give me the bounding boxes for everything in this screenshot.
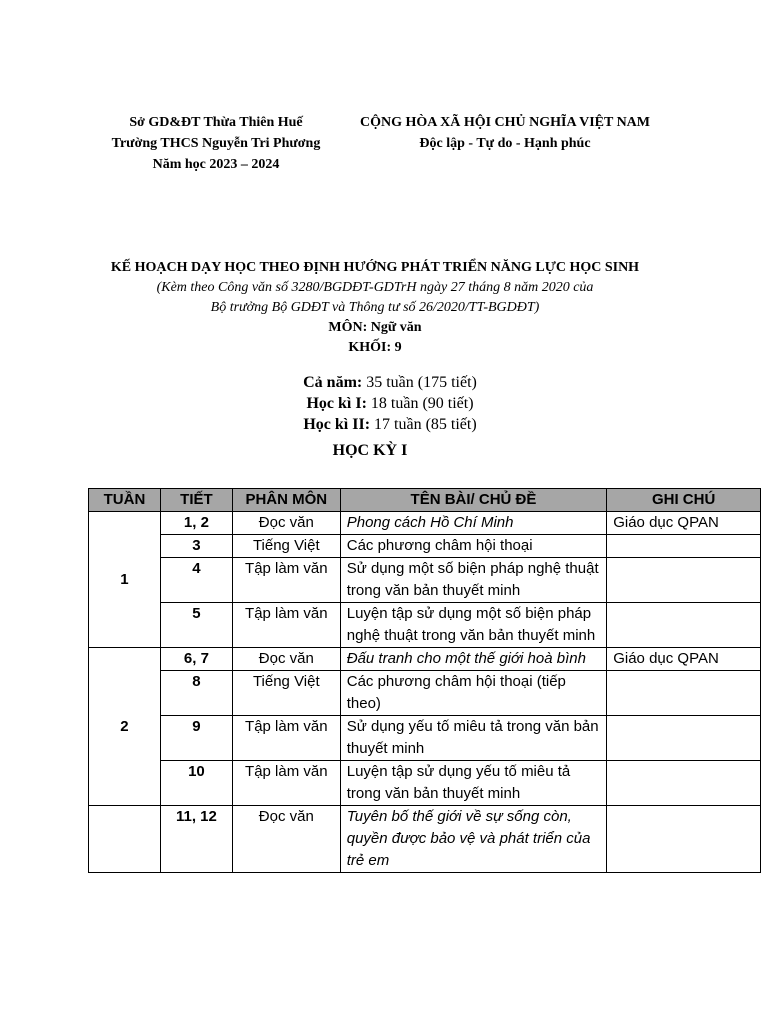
year-value: 35 tuần (175 tiết) bbox=[366, 374, 477, 391]
col-header-note: GHI CHÚ bbox=[607, 489, 761, 512]
note-cell bbox=[607, 716, 761, 761]
nation-motto: Độc lập - Tự do - Hạnh phúc bbox=[419, 136, 591, 151]
period-cell: 9 bbox=[160, 716, 232, 761]
subject-cell: Tập làm văn bbox=[232, 558, 340, 603]
lesson-cell: Các phương châm hội thoại (tiếp theo) bbox=[340, 671, 606, 716]
table-row bbox=[89, 671, 761, 716]
note-cell bbox=[607, 535, 761, 558]
period-cell: 5 bbox=[160, 603, 232, 648]
lesson-cell: Sử dụng yếu tố miêu tả trong văn bản thuyết minh bbox=[340, 716, 606, 761]
lesson-cell: Các phương châm hội thoại bbox=[340, 535, 606, 558]
note-cell: Giáo dục QPAN bbox=[607, 512, 761, 535]
table-row bbox=[89, 535, 761, 558]
table-row bbox=[89, 806, 761, 873]
period-cell: 4 bbox=[160, 558, 232, 603]
school-name: Trường THCS Nguyễn Tri Phương bbox=[111, 136, 321, 151]
subject-cell: Đọc văn bbox=[232, 806, 340, 873]
reference-line-2: Bộ trưởng Bộ GDĐT và Thông tư số 26/2020/TT-BGDĐT) bbox=[210, 300, 540, 315]
period-cell: 3 bbox=[160, 535, 232, 558]
subject-cell: Tập làm văn bbox=[232, 603, 340, 648]
table-row bbox=[89, 648, 761, 671]
reference-line-1: (Kèm theo Công văn số 3280/BGDĐT-GDTrH ngày 27 tháng 8 năm 2020 của bbox=[156, 280, 594, 295]
sem1-value: 18 tuần (90 tiết) bbox=[370, 395, 474, 412]
table-row bbox=[89, 558, 761, 603]
subject-cell: Đọc văn bbox=[232, 512, 340, 535]
period-cell: 8 bbox=[160, 671, 232, 716]
subject-cell: Tiếng Việt bbox=[232, 671, 340, 716]
lesson-cell: Luyện tập sử dụng yếu tố miêu tả trong văn bản thuyết minh bbox=[340, 761, 606, 806]
lesson-cell: Phong cách Hồ Chí Minh bbox=[340, 512, 606, 535]
note-cell bbox=[607, 603, 761, 648]
week-cell: 2 bbox=[89, 648, 161, 806]
subject-line: MÔN: Ngữ văn bbox=[328, 320, 422, 335]
lesson-cell: Luyện tập sử dụng một số biện pháp nghệ thuật trong văn bản thuyết minh bbox=[340, 603, 606, 648]
year-row bbox=[240, 372, 540, 393]
week-cell bbox=[89, 806, 161, 873]
document-title-block bbox=[60, 258, 690, 358]
subject-cell: Tập làm văn bbox=[232, 761, 340, 806]
nation-title: CỘNG HÒA XÃ HỘI CHỦ NGHĨA VIỆT NAM bbox=[359, 115, 650, 130]
subject-cell: Tập làm văn bbox=[232, 716, 340, 761]
col-header-lesson: TÊN BÀI/ CHỦ ĐỀ bbox=[340, 489, 606, 512]
note-cell bbox=[607, 671, 761, 716]
note-cell bbox=[607, 806, 761, 873]
period-cell: 1, 2 bbox=[160, 512, 232, 535]
period-cell: 6, 7 bbox=[160, 648, 232, 671]
sem2-row bbox=[240, 414, 540, 435]
sem2-value: 17 tuần (85 tiết) bbox=[374, 416, 477, 433]
week-cell: 1 bbox=[89, 512, 161, 648]
table-row bbox=[89, 761, 761, 806]
period-cell: 11, 12 bbox=[160, 806, 232, 873]
header-left bbox=[86, 112, 346, 175]
department-name: Sở GD&ĐT Thừa Thiên Huế bbox=[129, 115, 303, 130]
lesson-cell: Tuyên bố thế giới về sự sống còn, quyền được bảo vệ và phát triển của trẻ em bbox=[340, 806, 606, 873]
schedule-summary bbox=[240, 372, 540, 435]
sem1-row bbox=[240, 393, 540, 414]
grade-line: KHỐI: 9 bbox=[348, 340, 402, 355]
school-year: Năm học 2023 – 2024 bbox=[152, 157, 280, 172]
note-cell: Giáo dục QPAN bbox=[607, 648, 761, 671]
lesson-plan-table bbox=[88, 488, 761, 873]
lesson-cell: Sử dụng một số biện pháp nghệ thuật trong văn bản thuyết minh bbox=[340, 558, 606, 603]
note-cell bbox=[607, 558, 761, 603]
semester-heading: HỌC KỲ I bbox=[332, 442, 408, 459]
table-row bbox=[89, 603, 761, 648]
subject-cell: Tiếng Việt bbox=[232, 535, 340, 558]
col-header-period: TIẾT bbox=[160, 489, 232, 512]
header-right bbox=[330, 112, 680, 154]
sem2-label: Học kì II: bbox=[303, 416, 371, 433]
table-row bbox=[89, 716, 761, 761]
table-header-row bbox=[89, 489, 761, 512]
year-label: Cả năm: bbox=[303, 374, 363, 391]
lesson-cell: Đấu tranh cho một thế giới hoà bình bbox=[340, 648, 606, 671]
col-header-week: TUẦN bbox=[89, 489, 161, 512]
col-header-subject: PHÂN MÔN bbox=[232, 489, 340, 512]
sem1-label: Học kì I: bbox=[306, 395, 367, 412]
period-cell: 10 bbox=[160, 761, 232, 806]
document-title: KẾ HOẠCH DẠY HỌC THEO ĐỊNH HƯỚNG PHÁT TRIỂN NĂNG LỰC HỌC SINH bbox=[110, 260, 640, 275]
subject-cell: Đọc văn bbox=[232, 648, 340, 671]
table-row bbox=[89, 512, 761, 535]
note-cell bbox=[607, 761, 761, 806]
